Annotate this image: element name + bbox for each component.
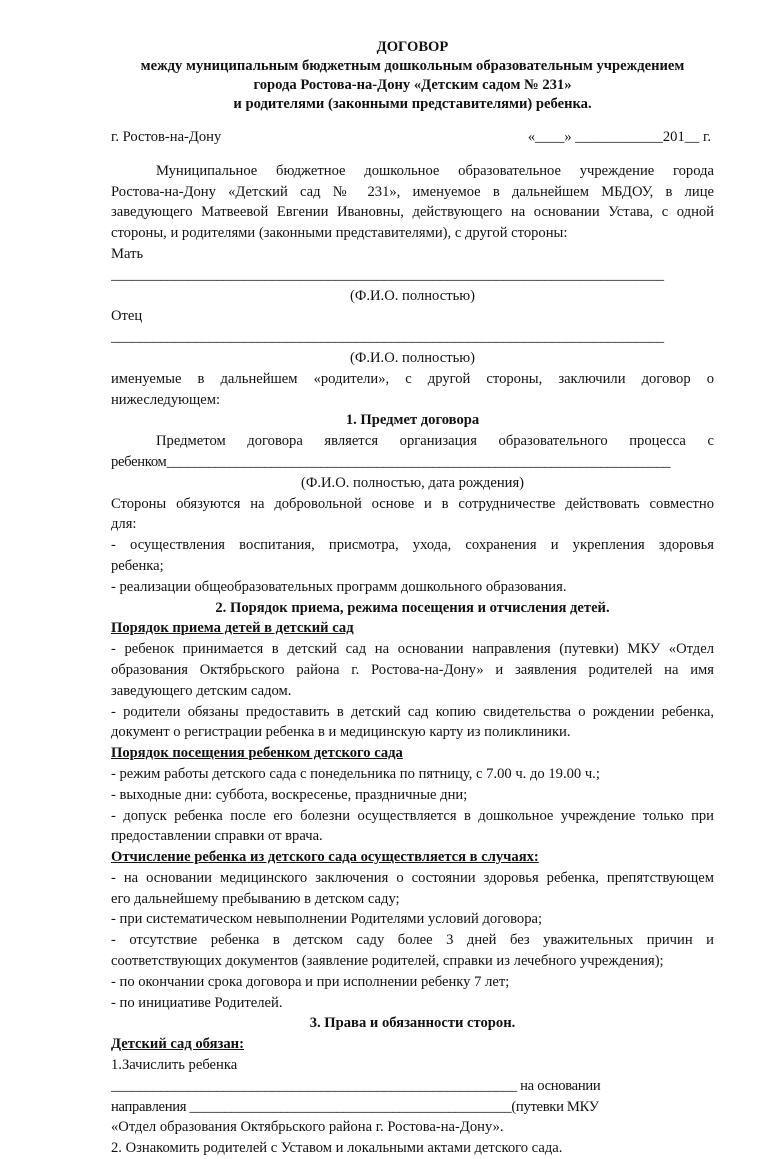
- section3-title: 3. Права и обязанности сторон.: [309, 1015, 516, 1032]
- document-body: [111, 38, 714, 1159]
- contract-subtitle-line1: между муниципальным бюджетным дошкольным образовательным учреждением: [140, 58, 685, 74]
- section2-s3-a1: - на основании медицинского заключения о состоянии здоровья ребенка, препятствующем: [111, 869, 714, 886]
- section2-s2-c2: предоставлении справки от врача.: [111, 828, 323, 845]
- section1-p2-line2: для:: [111, 516, 137, 533]
- contract-subtitle-line3: и родителями (законными представителями) ребенка.: [233, 96, 592, 112]
- section1-title: 1. Предмет договора: [345, 412, 480, 429]
- section3-item1-line4: «Отдел образования Октябрьского района г. Ростова-на-Дону».: [111, 1119, 504, 1136]
- father-label: Отец: [111, 308, 143, 325]
- section2-sub1: Порядок приема детей в детский сад: [111, 620, 354, 637]
- section3-item2: 2. Ознакомить родителей с Уставом и локальными актами детского сада.: [111, 1140, 563, 1157]
- section2-s3-e: - по инициативе Родителей.: [111, 994, 283, 1011]
- section3-item1-line3: направления ______________________________________________(путевки МКУ: [111, 1098, 599, 1115]
- section2-sub3: Отчисление ребенка из детского сада осуществляется в случаях:: [111, 849, 539, 866]
- contract-subtitle-line2: города Ростова-на-Дону «Детским садом № 231»: [253, 77, 572, 93]
- section2-s1-a2: образования Октябрьского района г. Ростова-на-Дону» и заявления родителей на имя: [111, 661, 714, 678]
- section3-item1-blank: __________________________________________________________ на основании: [111, 1077, 601, 1094]
- section1-p2-line1: Стороны обязуются на добровольной основе и в сотрудничестве действовать совместно: [111, 495, 714, 512]
- place-date-row: [111, 127, 714, 148]
- mother-name-blank: _______________________________________________________________________________: [111, 266, 664, 283]
- section2-s3-d: - по окончании срока договора и при исполнении ребенку 7 лет;: [111, 973, 510, 990]
- child-name-blank: ребенком________________________________________________________________________: [111, 453, 671, 470]
- section2-s2-b: - выходные дни: суббота, воскресенье, праздничные дни;: [111, 786, 468, 803]
- father-caption: (Ф.И.О. полностью): [349, 349, 475, 366]
- section2-s1-b1: - родители обязаны предоставить в детский сад копию свидетельства о рождении ребенка,: [111, 703, 714, 720]
- section3-item1: 1.Зачислить ребенка: [111, 1057, 238, 1074]
- section2-s3-b: - при систематическом невыполнении Родителями условий договора;: [111, 911, 543, 928]
- section2-s1-b2: документ о регистрации ребенка в и медицинскую карту из поликлиники.: [111, 724, 571, 741]
- parties-paragraph-line2: нижеследующем:: [111, 391, 221, 408]
- mother-caption: (Ф.И.О. полностью): [349, 287, 475, 304]
- section2-s3-c1: - отсутствие ребенка в детском саду более 3 дней без уважительных причин и: [111, 932, 714, 949]
- section2-s3-c2: соответствующих документов (заявление родителей, справки из лечебного учреждения);: [111, 953, 664, 970]
- contract-title: ДОГОВОР: [376, 39, 449, 55]
- section1-item1-line1: - осуществления воспитания, присмотра, ухода, сохранения и укрепления здоровья: [111, 537, 714, 554]
- mother-label: Мать: [111, 245, 144, 262]
- contract-date: «____» ____________201__ г.: [527, 129, 711, 145]
- section2-s3-a2: его дальнейшему пребыванию в детском саду;: [111, 890, 400, 907]
- parties-paragraph-line1: именуемые в дальнейшем «родители», с другой стороны, заключили договор о: [111, 370, 714, 387]
- section1-item2: - реализации общеобразовательных программ дошкольного образования.: [111, 578, 567, 595]
- section2-s1-a1: - ребенок принимается в детский сад на основании направления (путевки) МКУ «Отдел: [111, 641, 714, 658]
- child-caption: (Ф.И.О. полностью, дата рождения): [300, 474, 525, 491]
- father-name-blank: _______________________________________________________________________________: [111, 329, 664, 346]
- section2-title: 2. Порядок приема, режима посещения и отчисления детей.: [215, 599, 610, 616]
- section2-s2-a: - режим работы детского сада с понедельника по пятницу, с 7.00 ч. до 19.00 ч.;: [111, 765, 600, 782]
- section1-p1-line1: Предметом договора является организация образовательного процесса с: [156, 433, 714, 450]
- section2-sub2: Порядок посещения ребенком детского сада: [111, 745, 403, 762]
- intro-paragraph: Муниципальное бюджетное дошкольное образовательное учреждение города Ростова-на-Дону «Детский сад № 231», именуемое в дальнейшем МБДОУ, в лице заведующего Матвеевой Евгении Ивановны, действующего на основании Устава, с одной стороны, и родителями (законными представителями), с другой стороны:: [111, 162, 714, 242]
- section2-s2-c1: - допуск ребенка после его болезни осуществляется в дошкольное учреждение только при: [111, 807, 714, 824]
- section2-s1-a3: заведующего детским садом.: [111, 682, 292, 699]
- section1-item1-line2: ребенка;: [111, 557, 164, 574]
- section3-sub1: Детский сад обязан:: [111, 1036, 244, 1053]
- city: г. Ростов-на-Дону: [111, 129, 222, 145]
